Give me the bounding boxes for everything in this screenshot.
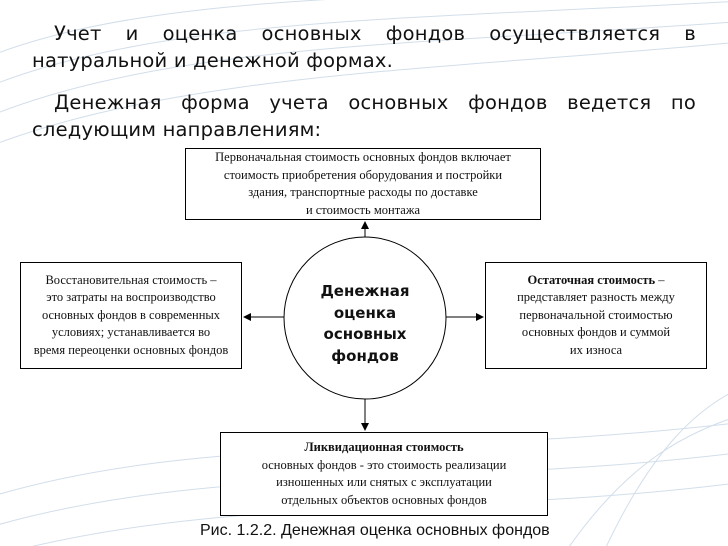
initial-cost-line-3: здания, транспортные расходы по доставке [248, 185, 478, 199]
residual-cost-title: Остаточная стоимость [527, 272, 656, 287]
center-line-1: Денежная [320, 282, 410, 300]
residual-cost-line-1: представляет разность между [517, 290, 675, 305]
liquidation-cost-box [220, 432, 548, 516]
replacement-cost-box [20, 262, 242, 369]
liquidation-cost-line-2: изношенных или снятых с эксплуатации [276, 475, 492, 489]
residual-cost-line-4: их износа [569, 342, 623, 357]
residual-cost-title-suffix: – [655, 272, 665, 287]
replacement-cost-line-2: это затраты на воспроизводство [46, 290, 216, 305]
center-line-2: оценка [333, 303, 397, 322]
liquidation-cost-line-3: отдельных объектов основных фондов [281, 492, 487, 507]
initial-cost-line-4: и стоимость монтажа [305, 202, 421, 217]
figure-caption: Рис. 1.2.2. Денежная оценка основных фондов [200, 522, 550, 539]
center-node-label [290, 281, 440, 367]
replacement-cost-line-3: основных фондов в современных [41, 307, 221, 322]
replacement-cost-line-4: условиях; устанавливается во [51, 325, 211, 340]
initial-cost-box [185, 148, 541, 220]
replacement-cost-line-5: время переоценки основных фондов [33, 342, 229, 357]
initial-cost-line-2: стоимость приобретения оборудования и постройки [223, 167, 503, 182]
residual-cost-title-line [527, 272, 664, 290]
intro-paragraph-1: Учет и оценка основных фондов осуществляется в натуральной и денежной формах. [32, 22, 696, 72]
residual-cost-line-3: основных фондов и суммой [521, 325, 671, 340]
intro-paragraph-2: Денежная форма учета основных фондов ведется по следующим направлениям: [32, 91, 696, 141]
replacement-cost-line-1: Восстановительная стоимость – [45, 272, 217, 287]
liquidation-cost-line-1: основных фондов - это стоимость реализации [261, 457, 507, 472]
liquidation-cost-title: Ликвидационная стоимость [304, 440, 464, 454]
center-line-3: основных [323, 325, 407, 343]
residual-cost-line-2: первоначальной стоимостью [519, 307, 673, 322]
center-line-4: фондов [331, 346, 399, 365]
residual-cost-box [485, 262, 707, 369]
initial-cost-line-1: Первоначальная стоимость основных фондов включает [215, 150, 511, 164]
